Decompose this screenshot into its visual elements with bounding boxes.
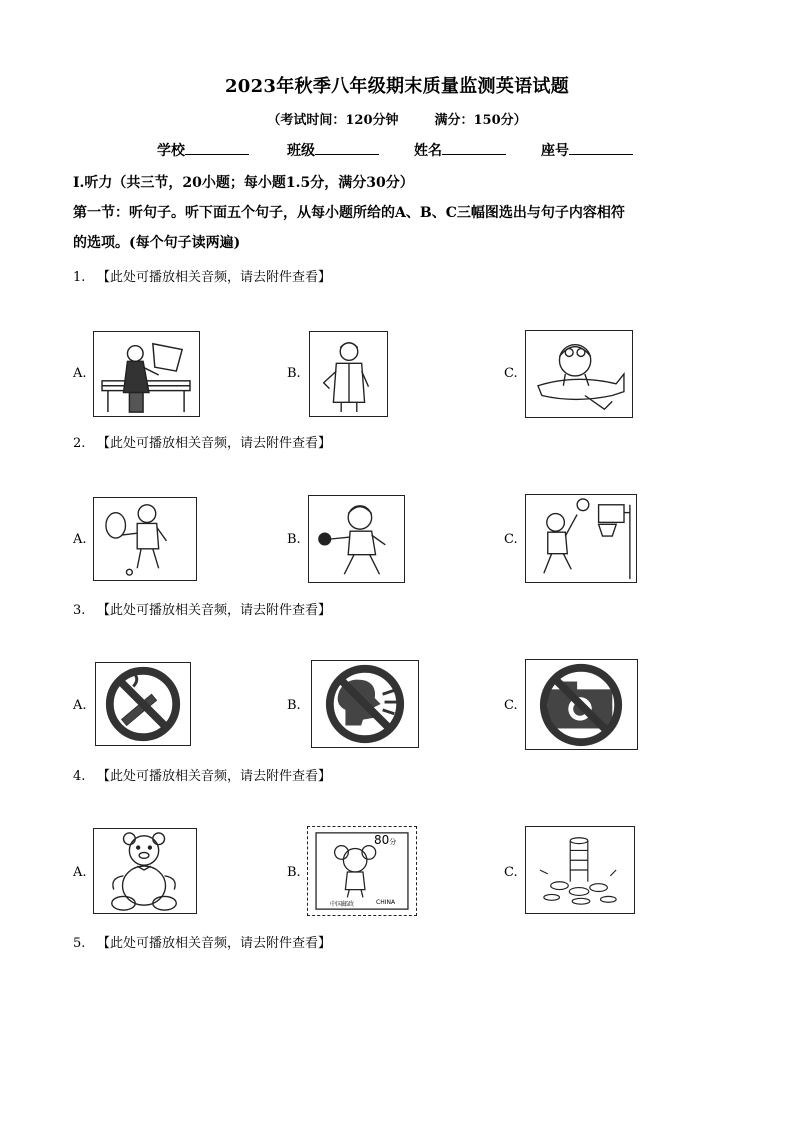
- instruction-line-2: 的选项。(每个句子读两遍): [73, 235, 241, 251]
- stamp-value: 80分: [374, 833, 397, 847]
- option-c-label[interactable]: C.: [504, 698, 518, 713]
- audio-placeholder[interactable]: 【此处可播放相关音频，请去附件查看】: [97, 270, 332, 285]
- exam-title: 2023年秋季八年级期末质量监测英语试题: [224, 76, 570, 97]
- option-a-label[interactable]: A.: [73, 532, 87, 547]
- audio-placeholder[interactable]: 【此处可播放相关音频，请去附件查看】: [97, 603, 332, 618]
- school-field[interactable]: [157, 140, 249, 160]
- audio-placeholder[interactable]: 【此处可播放相关音频，请去附件查看】: [97, 436, 332, 451]
- option-a-label[interactable]: A.: [73, 865, 87, 880]
- exam-score: 满分：150分）: [434, 113, 527, 128]
- option-b-label[interactable]: B.: [287, 865, 301, 880]
- question-5: 5. 【此处可播放相关音频，请去附件查看】: [73, 936, 332, 951]
- instruction-line-1: 第一节：听句子。听下面五个句子，从每小题所给的A、B、C三幅图选出与句子内容相符: [73, 205, 625, 221]
- coins-icon[interactable]: [525, 826, 635, 914]
- no-photos-icon[interactable]: [525, 659, 638, 750]
- question-4: 4. 【此处可播放相关音频，请去附件查看】: [73, 769, 332, 784]
- option-b-label[interactable]: B.: [287, 698, 301, 713]
- seat-label: 座号: [541, 143, 569, 159]
- class-label: 班级: [287, 143, 315, 159]
- exam-subtitle: [0, 109, 794, 128]
- name-label: 姓名: [414, 143, 442, 159]
- ping-pong-player-icon[interactable]: [308, 495, 405, 583]
- section-listening: Ⅰ.听力（共三节，20小题；每小题1.5分，满分30分）: [73, 175, 414, 191]
- option-c-label[interactable]: C.: [504, 865, 518, 880]
- audio-placeholder[interactable]: 【此处可播放相关音频，请去附件查看】: [97, 769, 332, 784]
- no-smoking-icon[interactable]: [95, 662, 191, 746]
- pilot-plane-icon[interactable]: [525, 330, 633, 418]
- name-field[interactable]: [414, 140, 506, 160]
- audio-placeholder[interactable]: 【此处可播放相关音频，请去附件查看】: [97, 936, 332, 951]
- exam-time: （考试时间：120分钟: [267, 113, 399, 128]
- stamp-post: 中国邮政: [330, 901, 355, 908]
- school-label: 学校: [157, 143, 185, 159]
- question-1: 1. 【此处可播放相关音频，请去附件查看】: [73, 270, 332, 285]
- basketball-player-icon[interactable]: [525, 494, 637, 583]
- teddy-bear-icon[interactable]: [93, 828, 197, 914]
- stamp-country: CHINA: [376, 899, 396, 906]
- stamp-icon[interactable]: [307, 826, 417, 916]
- no-talking-icon[interactable]: [311, 660, 419, 748]
- seat-field[interactable]: [541, 140, 633, 160]
- option-b-label[interactable]: B.: [287, 532, 301, 547]
- piano-player-icon[interactable]: [93, 331, 200, 417]
- class-field[interactable]: [287, 140, 379, 160]
- option-b-label[interactable]: B.: [287, 366, 301, 381]
- doctor-icon[interactable]: [309, 331, 388, 417]
- option-c-label[interactable]: C.: [504, 366, 518, 381]
- question-2: 2. 【此处可播放相关音频，请去附件查看】: [73, 436, 332, 451]
- tennis-player-icon[interactable]: [93, 497, 197, 581]
- option-c-label[interactable]: C.: [504, 532, 518, 547]
- option-a-label[interactable]: A.: [73, 366, 87, 381]
- question-3: 3. 【此处可播放相关音频，请去附件查看】: [73, 603, 332, 618]
- option-a-label[interactable]: A.: [73, 698, 87, 713]
